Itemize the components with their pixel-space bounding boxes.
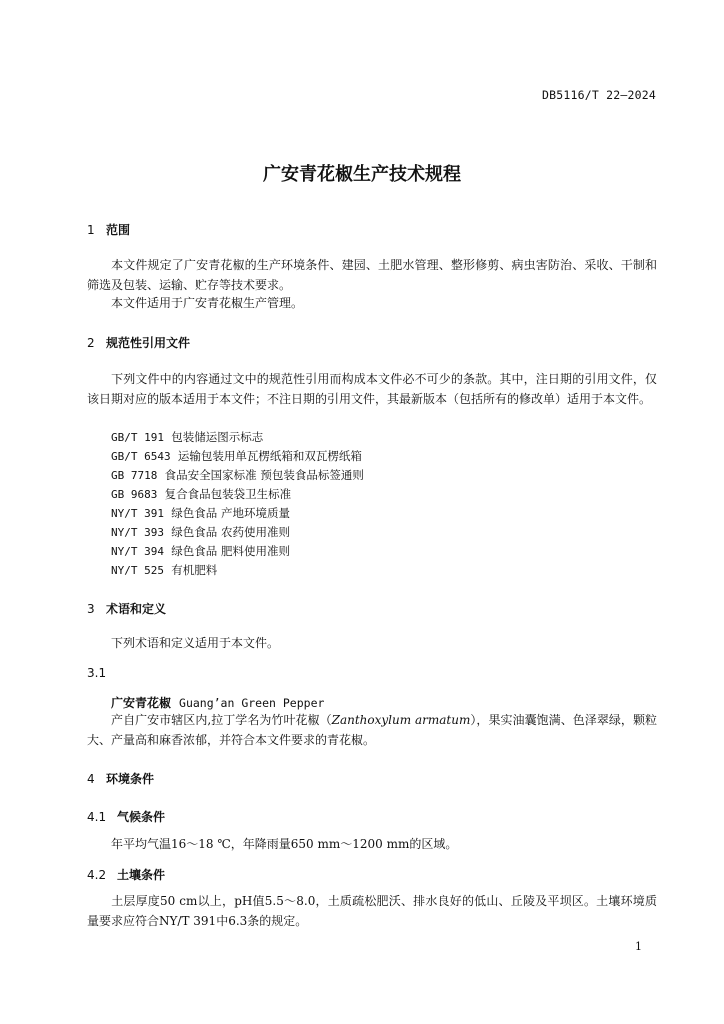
reference-title: 运输包装用单瓦楞纸箱和双瓦楞纸箱: [177, 449, 362, 463]
subsection-4-2-paragraph: [87, 892, 657, 931]
reference-title: 绿色食品 肥料使用准则: [171, 544, 290, 558]
reference-code: GB 9683: [111, 488, 158, 501]
section-1-paragraph-2: [87, 294, 657, 314]
paragraph-text: 年平均气温16～18 ℃，年降雨量650 mm～1200 mm的区域。: [111, 837, 458, 851]
section-3-heading: [87, 600, 166, 617]
paragraph-text: 土层厚度50 cm以上，pH值5.5～8.0，土质疏松肥沃、排水良好的低山、丘陵及平坝区。土壤环境质量要求应符合NY/T 391中6.3条的规定。: [87, 894, 657, 928]
definition-text: ），果实油囊饱满、色泽翠绿，颗粒大、产量高和麻香浓郁，并符合本文件要求的青花椒。: [87, 713, 657, 747]
reference-code: GB/T 191: [111, 431, 164, 444]
reference-title: 绿色食品 农药使用准则: [171, 525, 290, 539]
reference-code: GB 7718: [111, 469, 158, 482]
latin-name: Zanthoxylum armatum: [331, 713, 471, 727]
section-title: 术语和定义: [106, 602, 167, 616]
section-2-paragraph-1: [87, 370, 657, 409]
term-definition: [87, 711, 657, 750]
subsection-4-1-paragraph: [87, 835, 657, 855]
reference-title: 食品安全国家标准 预包装食品标签通则: [164, 468, 364, 482]
paragraph-text: 下列术语和定义适用于本文件。: [111, 636, 280, 650]
section-4-heading: [87, 770, 154, 787]
reference-code: NY/T 391: [111, 507, 164, 520]
term-chinese: 广安青花椒: [111, 696, 172, 710]
reference-item: [111, 467, 364, 483]
paragraph-text: 本文件适用于广安青花椒生产管理。: [111, 296, 304, 310]
section-title: 规范性引用文件: [106, 336, 191, 350]
paragraph-text: 下列文件中的内容通过文中的规范性引用而构成本文件必不可少的条款。其中，注日期的引用文件，仅该日期对应的版本适用于本文件；不注日期的引用文件，其最新版本（包括所有的修改单）适用于本文件。: [87, 372, 657, 406]
subsection-number: 4.2: [87, 868, 107, 882]
reference-item: [111, 543, 290, 559]
subsection-3-1-heading: [87, 666, 106, 680]
section-title: 范围: [106, 223, 131, 237]
section-1-heading: [87, 221, 130, 238]
subsection-title: 气候条件: [117, 810, 166, 824]
reference-code: GB/T 6543: [111, 450, 171, 463]
reference-item: [111, 429, 263, 445]
standard-code: DB5116/T 22—2024: [542, 88, 656, 102]
definition-text: 产自广安市辖区内,拉丁学名为竹叶花椒（: [111, 713, 332, 727]
section-number: 4: [87, 772, 95, 786]
section-number: 3: [87, 602, 95, 616]
reference-title: 包装储运图示标志: [171, 430, 264, 444]
term-entry: [111, 694, 324, 711]
reference-item: [111, 524, 290, 540]
subsection-number: 4.1: [87, 810, 107, 824]
paragraph-text: 本文件规定了广安青花椒的生产环境条件、建园、土肥水管理、整形修剪、病虫害防治、采收、干制和筛选及包装、运输、贮存等技术要求。: [87, 258, 657, 292]
reference-code: NY/T 393: [111, 526, 164, 539]
subsection-title: 土壤条件: [117, 868, 166, 882]
subsection-4-2-heading: [87, 866, 165, 883]
section-3-paragraph-1: [87, 634, 657, 654]
reference-item: [111, 448, 362, 464]
reference-title: 有机肥料: [171, 563, 218, 577]
section-1-paragraph-1: [87, 256, 657, 295]
section-2-heading: [87, 334, 190, 351]
reference-item: [111, 505, 290, 521]
reference-item: [111, 562, 217, 578]
section-number: 2: [87, 336, 95, 350]
subsection-4-1-heading: [87, 808, 165, 825]
page-number: 1: [635, 940, 642, 953]
section-title: 环境条件: [106, 772, 155, 786]
subsection-number: 3.1: [87, 666, 107, 680]
section-number: 1: [87, 223, 95, 237]
reference-title: 复合食品包装袋卫生标准: [164, 487, 292, 501]
reference-code: NY/T 394: [111, 545, 164, 558]
document-title: 广安青花椒生产技术规程: [263, 164, 461, 185]
reference-title: 绿色食品 产地环境质量: [171, 506, 290, 520]
reference-item: [111, 486, 291, 502]
reference-code: NY/T 525: [111, 564, 164, 577]
term-english: Guang’an Green Pepper: [179, 696, 325, 710]
